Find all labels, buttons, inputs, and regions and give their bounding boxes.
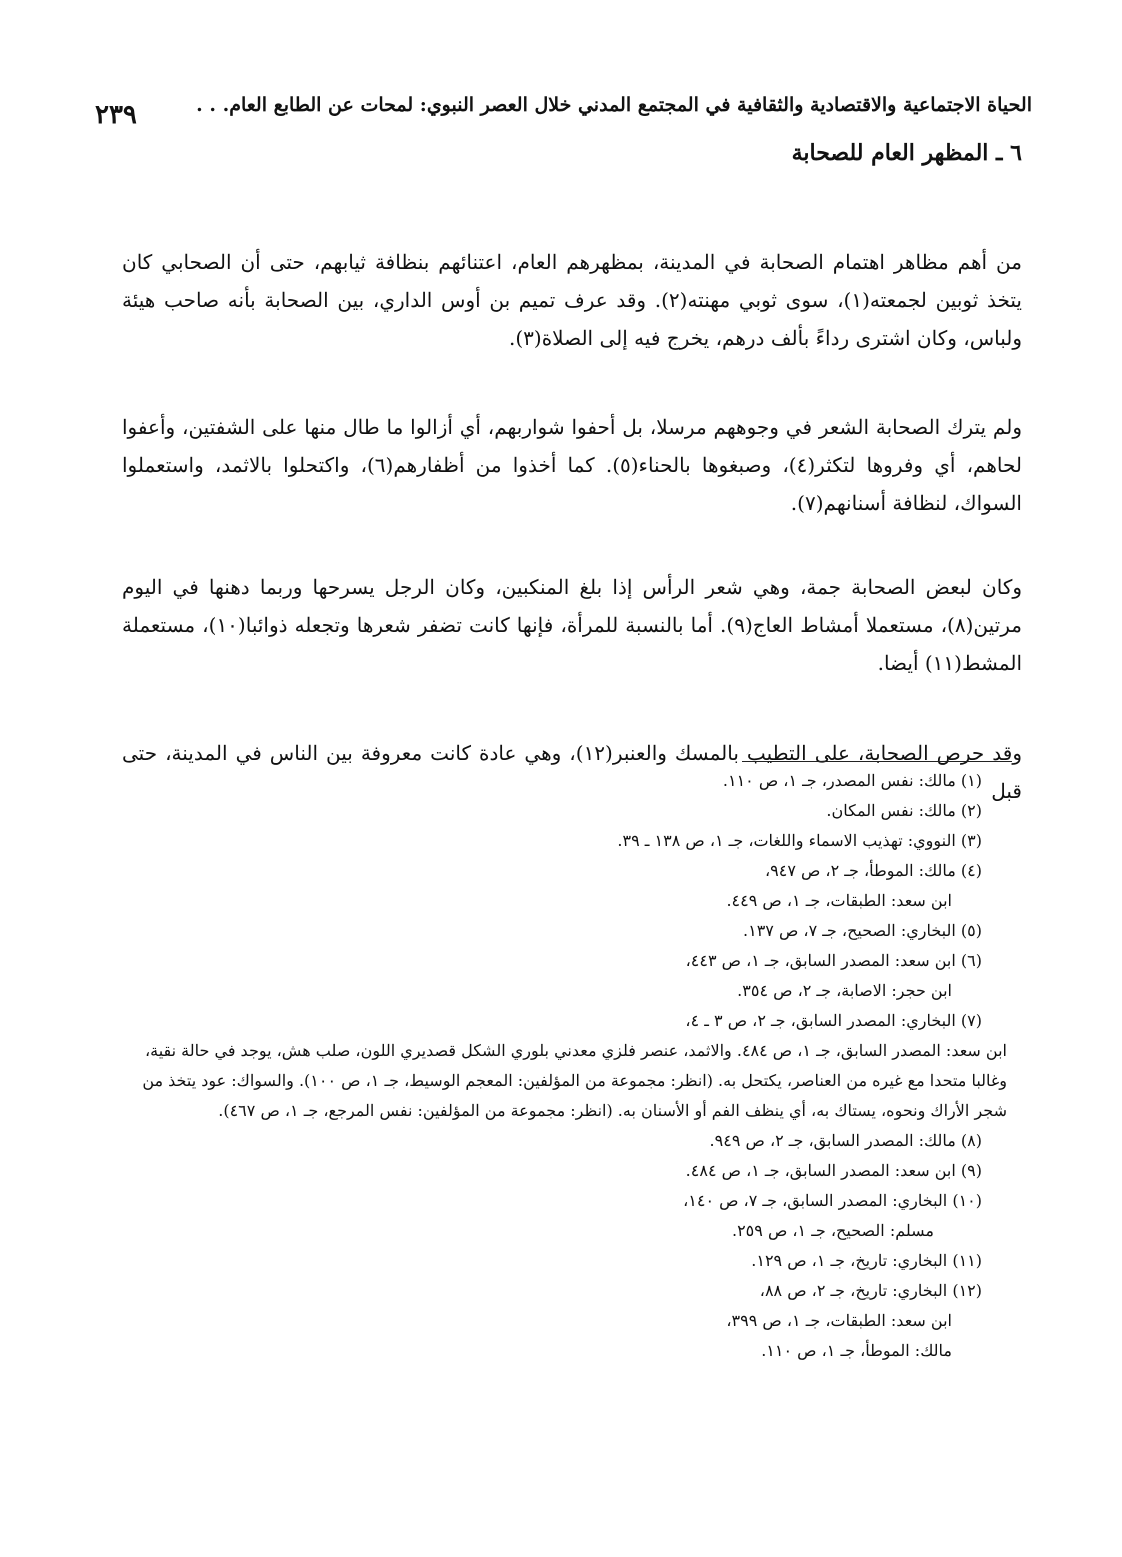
footnote: مالك: الموطأ، جـ ١، ص ١١٠.	[761, 1341, 952, 1360]
paragraph: وكان لبعض الصحابة جمة، وهي شعر الرأس إذا بلغ المنكبين، وكان الرجل يسرحها وربما دهنها في اليوم مرتين(٨)، مستعملا أمشاط العاج(٩). أما بالنسبة للمرأة، فإنها كانت تضفر شعرها وتجعله ذوائبا(١٠)، مستعملة المشط(١١) أيضا.	[122, 575, 1022, 675]
footnotes	[102, 766, 1007, 1366]
footnote: ابن سعد: المصدر السابق، جـ ١، ص ٤٨٤. والاثمد، عنصر فلزي معدني بلوري الشكل قصديري اللون، صلب هش، يوجد في حالة نقية، وغالبا متحدا مع غيره من العناصر، يكتحل به. (انظر: مجموعة من المؤلفين: المعجم الوسيط، جـ ١، ص ١٠٠). والسواك: عود يتخذ من شجر الأراك ونحوه، يستاك به، أي ينظف الفم أو الأسنان به. (انظر: مجموعة من المؤلفين: نفس المرجع، جـ ١، ص ٤٦٧).	[142, 1041, 1007, 1120]
footnote: مسلم: الصحيح، جـ ١، ص ٢٥٩.	[731, 1221, 934, 1240]
footnote: (١) مالك: نفس المصدر، جـ ١، ص ١١٠.	[722, 771, 982, 790]
running-header: الحياة الاجتماعية والاقتصادية والثقافية في المجتمع المدني خلال العصر النبوي: لمحات عن الطابع العام. . .	[196, 94, 1032, 116]
footnote: (٧) البخاري: المصدر السابق، جـ ٢، ص ٣ ـ ٤،	[685, 1011, 982, 1030]
footnote: (٥) البخاري: الصحيح، جـ ٧، ص ١٣٧.	[743, 921, 982, 940]
footnote: (١٠) البخاري: المصدر السابق، جـ ٧، ص ١٤٠،	[683, 1191, 982, 1210]
footnote: (٤) مالك: الموطأ، جـ ٢، ص ٩٤٧،	[764, 861, 982, 880]
footnote: (٣) النووي: تهذيب الاسماء واللغات، جـ ١، ص ١٣٨ ـ ٣٩.	[617, 831, 982, 850]
paragraph: وقد حرص الصحابة، على التطيب بالمسك والعنبر(١٢)، وهي عادة كانت معروفة بين الناس في المدينة، حتى قبل	[122, 741, 1022, 803]
footnote: (٦) ابن سعد: المصدر السابق، جـ ١، ص ٤٤٣،	[685, 951, 982, 970]
section-title: ٦ ـ المظهر العام للصحابة	[791, 140, 1022, 166]
paragraph: من أهم مظاهر اهتمام الصحابة في المدينة، بمظهرهم العام، اعتنائهم بنظافة ثيابهم، حتى أن الصحابي كان يتخذ ثوبين لجمعته(١)، سوى ثوبي مهنته(٢). وقد عرف تميم بن أوس الداري، بين الصحابة بأنه صاحب هيئة ولباس، وكان اشترى رداءً بألف درهم، يخرج فيه إلى الصلاة(٣).	[122, 250, 1022, 350]
footnote: (٨) مالك: المصدر السابق، جـ ٢، ص ٩٤٩.	[709, 1131, 982, 1150]
footnote: (١١) البخاري: تاريخ، جـ ١، ص ١٢٩.	[751, 1251, 982, 1270]
footnote-divider	[742, 761, 1012, 762]
footnote: (١٢) البخاري: تاريخ، جـ ٢، ص ٨٨،	[759, 1281, 982, 1300]
page-number: ٢٣٩	[95, 100, 137, 130]
paragraph: ولم يترك الصحابة الشعر في وجوههم مرسلا، بل أحفوا شواربهم، أي أزالوا ما طال منها على الشفتين، وأعفوا لحاهم، أي وفروها لتكثر(٤)، وصبغوها بالحناء(٥). كما أخذوا من أظفارهم(٦)، واكتحلوا بالاثمد، واستعملوا السواك، لنظافة أسنانهم(٧).	[122, 415, 1022, 515]
footnote: (٩) ابن سعد: المصدر السابق، جـ ١، ص ٤٨٤.	[685, 1161, 982, 1180]
footnote: (٢) مالك: نفس المكان.	[826, 801, 982, 820]
footnote: ابن سعد: الطبقات، جـ ١، ص ٣٩٩،	[726, 1311, 952, 1330]
footnote: ابن حجر: الاصابة، جـ ٢، ص ٣٥٤.	[737, 981, 952, 1000]
footnote: ابن سعد: الطبقات، جـ ١، ص ٤٤٩.	[726, 891, 952, 910]
